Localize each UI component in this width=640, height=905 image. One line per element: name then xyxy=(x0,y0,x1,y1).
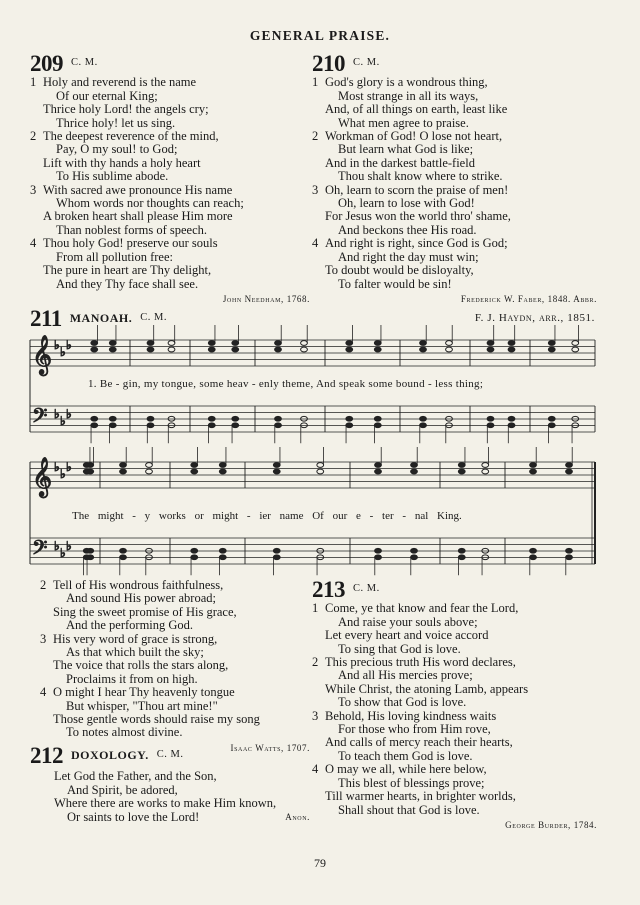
note-head xyxy=(566,555,573,560)
verse-line: As that which built the sky; xyxy=(66,645,204,660)
verse-line: Proclaims it from on high. xyxy=(66,671,198,686)
verse-line-text: O might I hear Thy heavenly tongue xyxy=(53,685,235,700)
note-head xyxy=(487,341,494,346)
verse-line: Than noblest forms of speech. xyxy=(56,222,208,237)
hymn-number: 211 xyxy=(30,306,62,331)
bass-clef-icon: 𝄢 xyxy=(32,536,48,564)
verse-line-text: Tell of His wondrous faithfulness, xyxy=(53,578,224,592)
note-head xyxy=(275,341,282,346)
verse-line-text: And right is right, since God is God; xyxy=(325,236,508,251)
note-head xyxy=(420,347,427,352)
verse-line: But learn what God is like; xyxy=(338,142,474,157)
note-head xyxy=(232,416,239,421)
note-head xyxy=(411,548,418,553)
note-head xyxy=(232,341,239,346)
verse-line: Lift with thy hands a holy heart xyxy=(43,155,201,170)
hymn-author: Anon. xyxy=(285,812,310,823)
verse-line: Of our eternal King; xyxy=(56,88,158,103)
note-head xyxy=(375,469,382,474)
flat-icon: ♭ xyxy=(66,460,72,474)
verse-line: Let God the Father, and the Son, xyxy=(54,769,217,784)
hymn-author: John Needham, 1768. xyxy=(222,293,310,304)
flat-icon: ♭ xyxy=(66,539,72,553)
verse-line: The pure in heart are Thy delight, xyxy=(43,263,212,278)
note-head xyxy=(191,548,198,553)
composer: F. J. Haydn, arr., 1851. xyxy=(474,312,595,324)
verse-line: Whom words nor thoughts can reach; xyxy=(56,196,244,211)
note-head xyxy=(317,469,324,474)
verse-line: And raise your souls above; xyxy=(338,614,478,629)
note-head xyxy=(374,423,381,428)
note-head xyxy=(232,423,239,428)
verse-line: For those who from Him rove, xyxy=(338,722,491,737)
hymn-number: 213 xyxy=(312,577,345,602)
verse xyxy=(312,602,597,656)
verse-line: To notes almost divine. xyxy=(66,725,183,740)
note-head xyxy=(411,463,418,468)
verse-number: 1 xyxy=(312,75,319,90)
verse-number: 3 xyxy=(30,182,37,197)
note-head xyxy=(530,548,537,553)
verse xyxy=(312,656,597,710)
note-head xyxy=(146,469,153,474)
page-header: GENERAL PRAISE. xyxy=(249,28,391,43)
note-head xyxy=(232,347,239,352)
note-head xyxy=(191,555,198,560)
verse-line xyxy=(312,763,597,776)
note-head xyxy=(487,416,494,421)
note-head xyxy=(508,423,515,428)
verse-line: Those gentle words should raise my song xyxy=(53,712,260,727)
verse-number: 2 xyxy=(30,129,37,144)
verse-line: Shall shout that God is love. xyxy=(338,802,480,817)
note-head xyxy=(208,416,215,421)
note-head xyxy=(146,463,153,468)
note-head xyxy=(487,423,494,428)
note-head xyxy=(301,347,308,352)
verse-number: 3 xyxy=(312,708,319,723)
note-head xyxy=(219,463,226,468)
verse-line-text: This precious truth His word declares, xyxy=(325,655,516,670)
verse-line: Oh, learn to lose with God! xyxy=(338,196,475,211)
note-head xyxy=(168,347,175,352)
note-head xyxy=(168,341,175,346)
hymn-meter: C. M. xyxy=(353,57,380,68)
note-head xyxy=(508,416,515,421)
flat-icon: ♭ xyxy=(60,414,66,428)
note-head xyxy=(482,463,489,468)
hymn-number: 212 xyxy=(30,743,63,768)
verse-line: A broken heart shall please Him more xyxy=(43,209,233,224)
verse-line: This blest of blessings prove; xyxy=(338,775,485,790)
note-head xyxy=(482,469,489,474)
hymn-author: Isaac Watts, 1707. xyxy=(230,742,310,753)
note-head xyxy=(275,416,282,421)
verse-number: 1 xyxy=(312,601,319,616)
verse-line-text: Behold, His loving kindness waits xyxy=(325,708,497,723)
note-head xyxy=(87,548,94,553)
verse-line: Till warmer hearts, in brighter worlds, xyxy=(325,789,516,804)
note-head xyxy=(120,555,127,560)
verse-line: Or saints to love the Lord! xyxy=(67,809,200,824)
verse-number: 4 xyxy=(40,685,47,700)
hymn-211-verses xyxy=(40,579,310,755)
verse xyxy=(312,763,597,817)
note-head xyxy=(566,548,573,553)
verse-number: 1 xyxy=(30,75,37,90)
note-head xyxy=(411,469,418,474)
verse-line: And right the day must win; xyxy=(338,249,479,264)
note-head xyxy=(275,347,282,352)
verse-number: 4 xyxy=(312,236,319,251)
bass-clef-icon: 𝄢 xyxy=(32,404,48,432)
hymn-meter: C. M. xyxy=(156,749,184,760)
verse-line-text: Workman of God! O lose not heart, xyxy=(325,129,503,144)
note-head xyxy=(530,555,537,560)
tune-name: MANOAH. xyxy=(69,311,133,325)
hymn-meter: C. M. xyxy=(71,57,98,68)
verse-number: 2 xyxy=(312,129,319,144)
verse xyxy=(40,633,310,687)
verse-line: Thrice holy! let us sing. xyxy=(56,115,176,130)
verse-line: And in the darkest battle-field xyxy=(325,155,475,170)
note-head xyxy=(572,341,579,346)
note-head xyxy=(275,423,282,428)
note-head xyxy=(219,555,226,560)
note-head xyxy=(273,555,280,560)
verse xyxy=(312,710,597,764)
note-head xyxy=(273,469,280,474)
verse-line-text: God's glory is a wondrous thing, xyxy=(325,75,488,90)
verse-line-text: Oh, learn to scorn the praise of men! xyxy=(325,182,509,197)
note-head xyxy=(87,555,94,560)
note-head xyxy=(87,463,94,468)
verse-line xyxy=(40,686,310,699)
note-head xyxy=(120,463,127,468)
flat-icon: ♭ xyxy=(60,345,66,359)
hymn-author: Frederick W. Faber, 1848. Abbr. xyxy=(460,293,597,304)
verse-line: And they Thy face shall see. xyxy=(56,276,199,291)
note-head xyxy=(109,341,116,346)
verse-line: Sing the sweet promise of His grace, xyxy=(53,604,237,619)
note-head xyxy=(508,341,515,346)
verse-line: What men agree to praise. xyxy=(338,115,469,130)
verse-line xyxy=(312,710,597,723)
hymn-author: George Burder, 1784. xyxy=(505,819,597,830)
note-head xyxy=(346,347,353,352)
verse-line: Let every heart and voice accord xyxy=(325,628,489,643)
note-head xyxy=(346,416,353,421)
note-head xyxy=(109,416,116,421)
note-head xyxy=(420,423,427,428)
note-head xyxy=(120,469,127,474)
verse-line: While Christ, the atoning Lamb, appears xyxy=(325,681,529,696)
note-head xyxy=(548,423,555,428)
verse-line: And Spirit, be adored, xyxy=(67,782,178,797)
flat-icon: ♭ xyxy=(66,338,72,352)
flat-icon: ♭ xyxy=(60,467,66,481)
verse-line: And calls of mercy reach their hearts, xyxy=(325,735,513,750)
note-head xyxy=(374,347,381,352)
note-head xyxy=(91,423,98,428)
hymn-number: 210 xyxy=(312,51,345,76)
tune-name: DOXOLOGY. xyxy=(71,748,149,762)
verse-line-text: His very word of grace is strong, xyxy=(53,631,218,646)
note-head xyxy=(91,341,98,346)
note-head xyxy=(458,469,465,474)
note-head xyxy=(566,469,573,474)
note-head xyxy=(458,555,465,560)
lyric-line-2: The might - y works or might - ier name Of our e - ter - nal King. xyxy=(72,510,462,522)
note-head xyxy=(109,347,116,352)
lyric-line-1: 1. Be - gin, my tongue, some heav - enly theme, And speak some bound - less thing; xyxy=(88,378,484,390)
hymn-meter: C. M. xyxy=(140,312,167,323)
verse-number: 4 xyxy=(312,762,319,777)
verse-line: To teach them God is love. xyxy=(338,748,473,763)
note-head xyxy=(191,463,198,468)
hymn-meter: C. M. xyxy=(353,583,380,594)
verse-line: But whisper, "Thou art mine!" xyxy=(66,698,218,713)
note-head xyxy=(219,469,226,474)
treble-clef-icon: 𝄞 xyxy=(32,335,53,375)
note-head xyxy=(375,555,382,560)
note-head xyxy=(458,463,465,468)
note-head xyxy=(147,347,154,352)
verse-line: The voice that rolls the stars along, xyxy=(53,658,229,673)
note-head xyxy=(191,469,198,474)
verse-line: Where there are works to make Him known, xyxy=(54,796,277,811)
verse-number: 3 xyxy=(312,182,319,197)
verse-line: Most strange in all its ways, xyxy=(338,88,479,103)
verse-line: Thou shalt know where to strike. xyxy=(338,169,503,184)
note-head xyxy=(147,423,154,428)
hymn-213-heading xyxy=(312,577,597,602)
note-head xyxy=(346,423,353,428)
note-head xyxy=(572,347,579,352)
note-head xyxy=(87,469,94,474)
note-head xyxy=(109,423,116,428)
verse-line: And, of all things on earth, least like xyxy=(325,102,508,117)
note-head xyxy=(420,416,427,421)
note-head xyxy=(375,463,382,468)
note-head xyxy=(273,463,280,468)
verse-line xyxy=(40,633,310,646)
verse-number: 4 xyxy=(30,236,37,251)
note-head xyxy=(458,548,465,553)
note-head xyxy=(91,347,98,352)
flat-icon: ♭ xyxy=(66,407,72,421)
note-head xyxy=(208,341,215,346)
verse-line-text: The deepest reverence of the mind, xyxy=(43,129,219,144)
verse-line xyxy=(40,579,310,592)
verse-line xyxy=(312,656,597,669)
verse-line: To His sublime abode. xyxy=(56,169,169,184)
note-head xyxy=(208,423,215,428)
verse-line: And sound His power abroad; xyxy=(66,591,216,606)
verse-line: To show that God is love. xyxy=(338,695,467,710)
note-head xyxy=(374,341,381,346)
treble-clef-icon: 𝄞 xyxy=(32,457,53,497)
page-number: 79 xyxy=(314,856,326,870)
verse-line: To sing that God is love. xyxy=(338,641,461,656)
flat-icon: ♭ xyxy=(54,460,60,474)
note-head xyxy=(566,463,573,468)
note-head xyxy=(446,341,453,346)
note-head xyxy=(548,341,555,346)
verse-line-text: Thou holy God! preserve our souls xyxy=(43,236,218,251)
note-head xyxy=(91,416,98,421)
note-head xyxy=(147,416,154,421)
verse xyxy=(40,686,310,740)
verse-line: Pay, O my soul! to God; xyxy=(56,142,178,157)
note-head xyxy=(530,463,537,468)
verse-line xyxy=(312,602,597,615)
verse-line: From all pollution free: xyxy=(56,249,173,264)
verse-line-text: Come, ye that know and fear the Lord, xyxy=(325,601,519,616)
verse-line-text: Holy and reverend is the name xyxy=(43,75,197,90)
note-head xyxy=(508,347,515,352)
note-head xyxy=(411,555,418,560)
note-head xyxy=(374,416,381,421)
note-head xyxy=(530,469,537,474)
flat-icon: ♭ xyxy=(60,546,66,560)
note-head xyxy=(487,347,494,352)
note-head xyxy=(219,548,226,553)
flat-icon: ♭ xyxy=(54,338,60,352)
note-head xyxy=(446,347,453,352)
note-head xyxy=(548,347,555,352)
flat-icon: ♭ xyxy=(54,539,60,553)
note-head xyxy=(548,416,555,421)
note-head xyxy=(420,341,427,346)
verse-number: 2 xyxy=(312,655,319,670)
verse xyxy=(40,579,310,633)
flat-icon: ♭ xyxy=(54,407,60,421)
verse-line: To doubt would be disloyalty, xyxy=(325,263,474,278)
hymn-213 xyxy=(312,577,597,832)
verse-line: And all His mercies prove; xyxy=(338,668,473,683)
note-head xyxy=(301,341,308,346)
verse-line: To falter would be sin! xyxy=(338,276,452,291)
verse-line: And the performing God. xyxy=(66,618,194,633)
verse-line: Thrice holy Lord! the angels cry; xyxy=(43,102,209,117)
note-head xyxy=(208,347,215,352)
verse-number: 3 xyxy=(40,631,47,646)
hymn-213-verses xyxy=(312,602,597,817)
hymn-number: 209 xyxy=(30,51,63,76)
verse-number: 2 xyxy=(40,578,47,592)
note-head xyxy=(346,341,353,346)
note-head xyxy=(375,548,382,553)
note-head xyxy=(120,548,127,553)
note-head xyxy=(147,341,154,346)
note-head xyxy=(317,463,324,468)
verse-line: For Jesus won the world thro' shame, xyxy=(325,209,511,224)
verse-line-text: With sacred awe pronounce His name xyxy=(43,182,233,197)
verse-line-text: O may we all, while here below, xyxy=(325,762,487,777)
verse-line: And beckons thee His road. xyxy=(338,222,477,237)
note-head xyxy=(273,548,280,553)
